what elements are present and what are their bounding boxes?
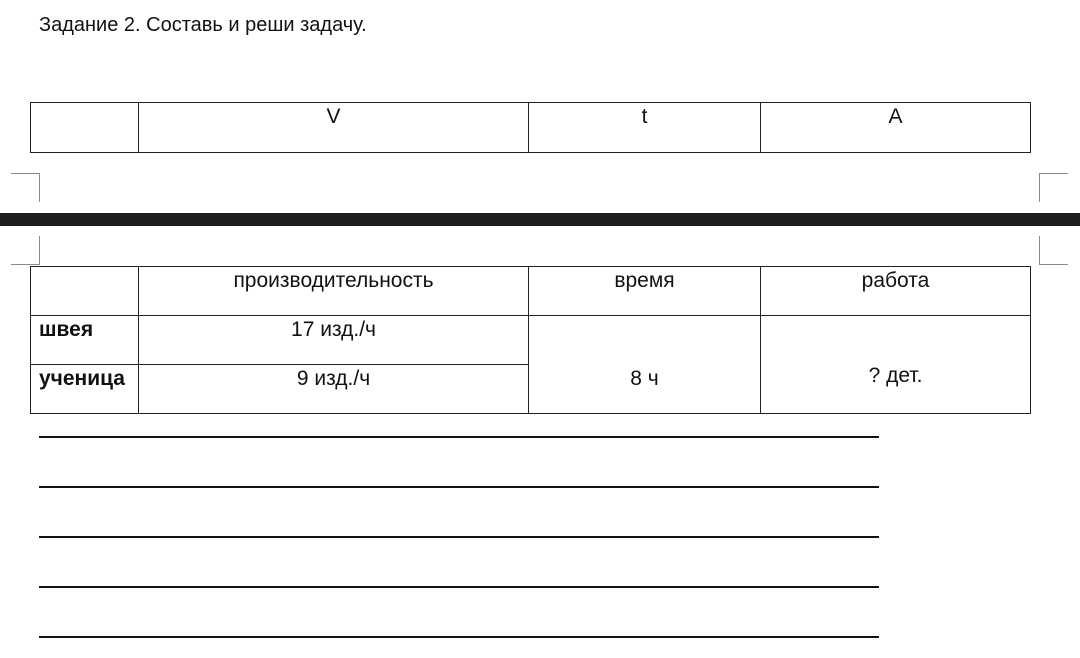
symbols-table [30,102,1031,153]
margin-corner-bottom-left [11,236,40,265]
time-value: 8 ч [529,316,761,414]
symbols-row [31,103,1031,153]
symbols-cell-empty [31,103,139,153]
answer-line [39,536,879,538]
work-value: ? дет. [761,316,1031,414]
margin-corner-bottom-right [1039,236,1068,265]
row-label-seamstress: швея [31,316,139,365]
header-cell-empty [31,267,139,316]
productivity-seamstress: 17 изд./ч [139,316,529,365]
answer-line [39,586,879,588]
header-time: время [529,267,761,316]
table-row [31,316,1031,365]
task-title: Задание 2. Составь и реши задачу. [39,14,367,36]
row-label-apprentice: ученица [31,365,139,414]
symbols-cell-v: V [139,103,529,153]
margin-corner-top-right [1039,173,1068,202]
header-productivity: производительность [139,267,529,316]
answer-line [39,636,879,638]
page-break-divider [0,213,1080,226]
symbols-cell-t: t [529,103,761,153]
task-data-table [30,266,1031,414]
margin-corner-top-left [11,173,40,202]
table-header-row [31,267,1031,316]
answer-line [39,486,879,488]
answer-line [39,436,879,438]
productivity-apprentice: 9 изд./ч [139,365,529,414]
symbols-cell-a: A [761,103,1031,153]
header-work: работа [761,267,1031,316]
